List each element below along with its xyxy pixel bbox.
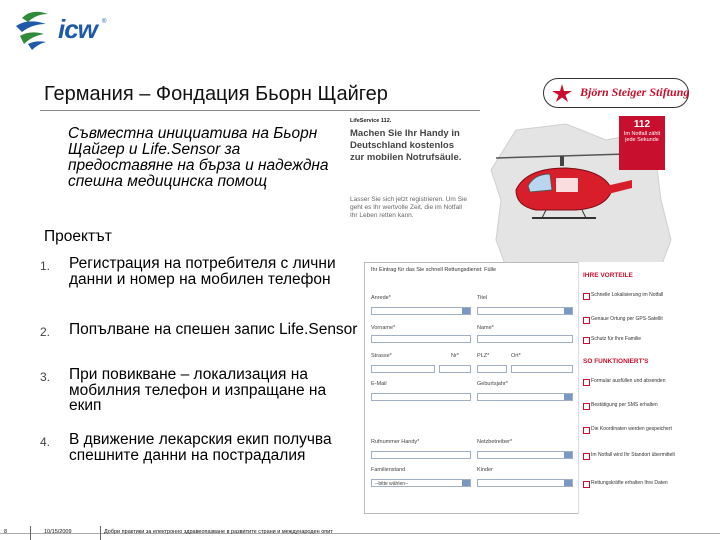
icw-logo-tm: ® [102,19,107,25]
list-item-text: Регистрация на потребителя с лични данни и номер на мобилен телефон [69,255,336,288]
field-label: Titel [477,295,488,301]
form-field [477,393,573,401]
red-star-icon [550,83,574,103]
poster-sidebar [578,262,678,514]
page-number: 8 [4,529,8,535]
list-item-text: При повикване – локализация на мобилния телефон и изпращане на екип [69,366,327,414]
emergency-badge [619,116,665,170]
icw-swirl-icon [10,6,60,50]
sidebar-heading: SO FUNKTIONIERT'S [583,358,649,365]
list-item-number: 4. [40,435,51,449]
sidebar-item: Die Koordinaten werden gespeichert [583,426,675,432]
form-field [477,479,573,487]
form-title: Ihr Eintrag für das Sie schnell Rettungsdienst: Fülle [371,267,497,273]
icw-logo-text: icw [58,14,97,44]
sidebar-item: Formular ausfüllen und absenden [583,378,675,384]
form-field [477,335,573,343]
field-label: Geburtsjahr* [477,381,508,387]
field-label: E-Mail [371,381,387,387]
list-item-number: 3. [40,370,51,384]
sidebar-item: Rettungskräfte erhalten Ihre Daten [583,480,675,486]
bjorn-steiger-logo [543,78,689,108]
slide-title: Германия – Фондация Бьорн Щайгер [44,83,388,105]
section-heading: Проектът [44,228,112,245]
form-field [477,365,507,373]
form-field [371,393,471,401]
field-label: Nr* [451,353,459,359]
sidebar-heading: IHRE VORTEILE [583,272,633,279]
badge-number: 112 [633,119,651,130]
poster-body-text: Lasser Sie sich jetzt registrieren. Um Sie geht es Ihr wertvolle Zeit, die im Notfall Ihr Leben retten kann. [350,196,468,219]
footer-separator [100,526,101,540]
footer-date: 10/15/2009 [44,529,72,535]
sidebar-item: Bestätigung per SMS erhalten [583,402,675,408]
field-label: PLZ* [477,353,490,359]
sidebar-item: Im Notfall wird Ihr Standort übermittelt [583,452,675,458]
form-field [371,307,471,315]
sidebar-item: Genaue Ortung per GPS-Satellit [583,316,675,322]
field-label: Kinder [477,467,493,473]
bjorn-steiger-logo-text: Björn Steiger Stiftung [580,85,690,99]
field-label: Name* [477,325,494,331]
footer-separator [30,526,31,540]
poster-header: LifeService 112. [350,118,392,124]
field-label: Vorname* [371,325,396,331]
form-field [439,365,471,373]
field-label: Anrede* [371,295,391,301]
footer-text: Добри практики за електронно здравеопазване в развитите страни и международен опит [104,529,333,535]
helicopter-image [486,150,636,230]
field-label: Rufnummer Handy* [371,439,420,445]
sidebar-item: Schnelle Lokalisierung im Notfall [583,292,675,298]
field-label: Netzbetreiber* [477,439,513,445]
form-field [511,365,573,373]
form-field [371,365,435,373]
sidebar-item: Schutz für Ihre Familie [583,336,675,342]
field-label: Strasse* [371,353,392,359]
form-field [371,451,471,459]
slide-subtitle: Съвместна инициатива на Бьорн Щайгер и Life.Sensor за предоставяне на бърза и надеждна спешна медицинска помощ [68,125,329,190]
form-field [477,307,573,315]
form-field [371,335,471,343]
field-label: Familienstand [371,467,406,473]
select-value: --bitte wählen-- [375,481,409,487]
poster-headline: Machen Sie Ihr Handy in Deutschland kostenlos zur mobilen Notrufsäule. [350,128,462,163]
badge-text: Im Notfall zählt jede Sekunde [623,131,661,143]
list-item-number: 1. [40,259,51,273]
list-item-text: В движение лекарския екип получва спешните данни на пострадалия [69,431,332,464]
form-field [477,451,573,459]
field-label: Ort* [511,353,521,359]
list-item-number: 2. [40,325,51,339]
list-item-text: Попълване на спешен запис Life.Sensor [69,321,358,338]
icw-logo [10,6,110,54]
